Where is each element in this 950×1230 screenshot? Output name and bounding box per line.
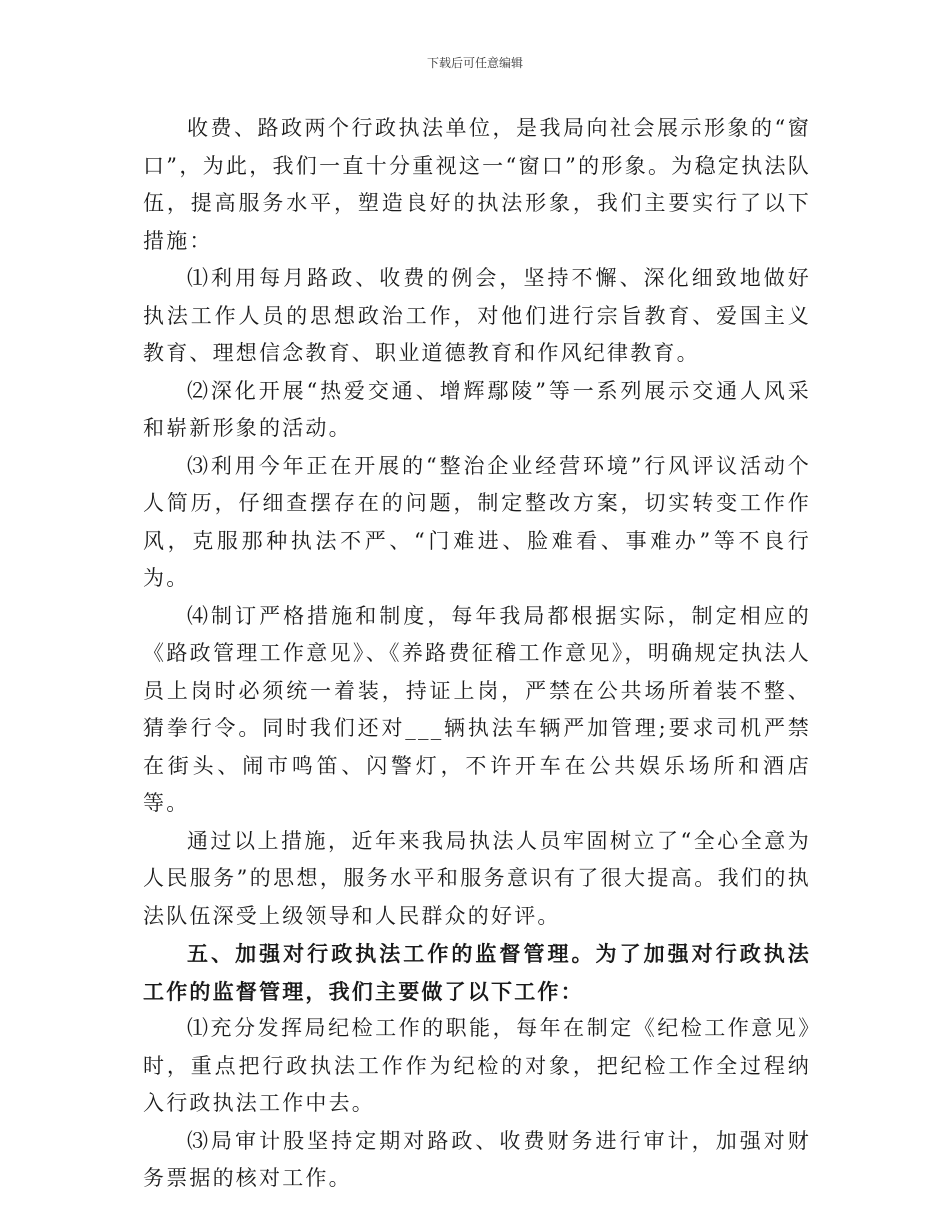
paragraph-measure-2: ⑵深化开展“热爱交通、增辉鄢陵”等一系列展示交通人风采和崭新形象的活动。 xyxy=(143,378,811,440)
section-heading-five: 五、加强对行政执法工作的监督管理。为了加强对行政执法工作的监督管理，我们主要做了以下工作： xyxy=(143,941,811,1004)
paragraph-measure-1: ⑴利用每月路政、收费的例会，坚持不懈、深化细致地做好执法工作人员的思想政治工作，对他们进行宗旨教育、爱国主义教育、理想信念教育、职业道德教育和作风纪律教育。 xyxy=(143,266,811,365)
paragraph-supervision-3: ⑶局审计股坚持定期对路政、收费财务进行审计，加强对财务票据的核对工作。 xyxy=(143,1128,811,1190)
document-body xyxy=(143,110,811,1198)
paragraph-summary: 通过以上措施，近年来我局执法人员牢固树立了“全心全意为人民服务”的思想，服务水平和服务意识有了很大提高。我们的执法队伍深受上级领导和人民群众的好评。 xyxy=(143,828,811,928)
paragraph-supervision-1: ⑴充分发挥局纪检工作的职能，每年在制定《纪检工作意见》时，重点把行政执法工作作为纪检的对象，把纪检工作全过程纳入行政执法工作中去。 xyxy=(143,1016,811,1115)
header-note: 下载后可任意编辑 xyxy=(426,56,523,70)
paragraph-measure-4: ⑷制订严格措施和制度，每年我局都根据实际，制定相应的《路政管理工作意见》、《养路费征稽工作意见》，明确规定执法人员上岗时必须统一着装，持证上岗，严禁在公共场所着装不整、猜拳行令。同时我们还对___辆执法车辆严加管理;要求司机严禁在街头、闹市鸣笛、闪警灯，不许开车在公共娱乐场所和酒店等。 xyxy=(143,603,811,815)
paragraph-measure-3: ⑶利用今年正在开展的“整治企业经营环境”行风评议活动个人简历，仔细查摆存在的问题，制定整改方案，切实转变工作作风，克服那种执法不严、“门难进、脸难看、事难办”等不良行为。 xyxy=(143,453,811,590)
paragraph-intro: 收费、路政两个行政执法单位，是我局向社会展示形象的“窗口”，为此，我们一直十分重视这一“窗口”的形象。为稳定执法队伍，提高服务水平，塑造良好的执法形象，我们主要实行了以下措施： xyxy=(143,116,811,253)
